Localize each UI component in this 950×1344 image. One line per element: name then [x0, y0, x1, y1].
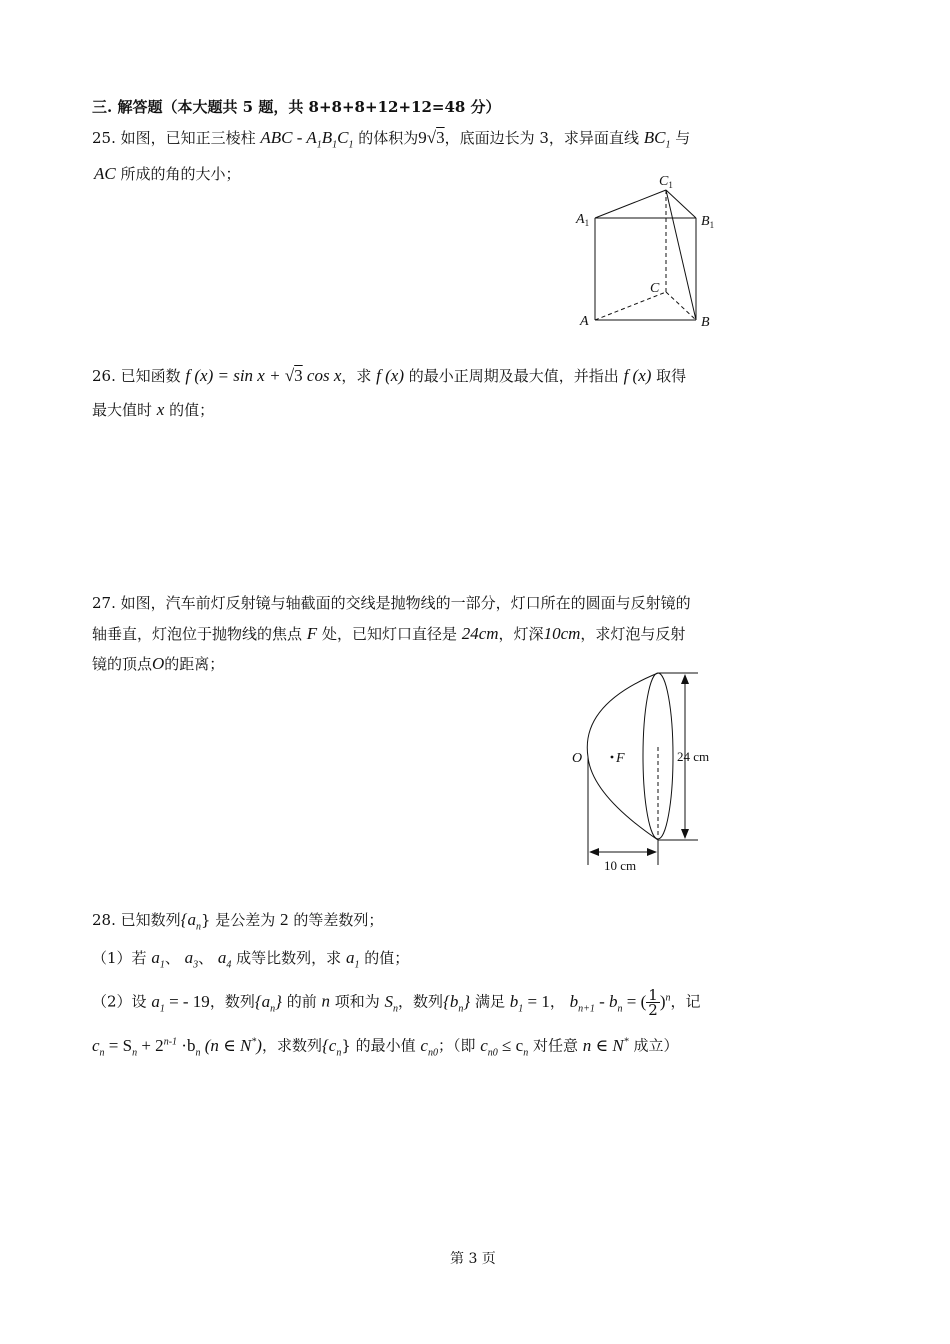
question-26-line1: 26. 已知函数 f (x) = sin x + √3 cos x，求 f (x) 的最小正周期及最大值，并指出 f (x) 取得	[92, 366, 687, 385]
label-c1: $C_1$	[659, 174, 673, 190]
question-25-line2: AC 所成的角的大小；	[94, 164, 241, 183]
label-b: B	[701, 315, 710, 330]
arrow-right	[647, 848, 657, 856]
question-27-line2: 轴垂直，灯泡位于抛物线的焦点 F 处，已知灯口直径是 24cm，灯深10cm，求灯泡与反射	[92, 624, 686, 643]
prism-name: ABC - $A_1B_1C_1$	[260, 128, 354, 151]
volume-value: 9√3	[418, 128, 445, 147]
question-25-line1: 25. 如图，已知正三棱柱 ABC - $A_1B_1C_1$ 的体积为9√3，底面边长为 3，求异面直线 $BC_1$ 与	[92, 128, 691, 151]
edge-cb-hidden	[666, 292, 696, 320]
arrow-left	[589, 848, 599, 856]
cn-definition: $c_n = S_n + 2^{n-1} \cdot b_n$ (n ∈ N*)	[92, 1035, 262, 1059]
function-definition: f (x) = sin x + √3 cos x	[185, 366, 342, 385]
question-number: 28.	[92, 911, 116, 929]
label-c: C	[650, 281, 660, 296]
question-28-part2-line2: $c_n = S_n + 2^{n-1} \cdot b_n$ (n ∈ N*)，求数列$\{c_n\}$ 的最小值 $c_{n0}$；（即 $c_{n0} \le c_n$ 对任意 n ∈ N* 成立）	[92, 1035, 679, 1059]
fraction-one-half: $\frac{1}{2}$	[648, 986, 658, 1020]
arrow-up	[681, 674, 689, 684]
question-27-line1: 27. 如图，汽车前灯反射镜与轴截面的交线是抛物线的一部分，灯口所在的圆面与反射镜的	[92, 594, 691, 612]
label-b1: $B_1$	[701, 214, 715, 230]
page-number: 第 3 页	[450, 1251, 496, 1267]
question-number: 26.	[92, 367, 116, 385]
label-f: F	[616, 751, 625, 766]
focus-point	[611, 756, 614, 759]
segment-bc1: $BC_1$	[643, 128, 671, 151]
question-27-line3: 镜的顶点O的距离；	[92, 654, 225, 673]
question-26-line2: 最大值时 x 的值；	[92, 400, 215, 419]
question-number: 25.	[92, 129, 116, 147]
label-10cm: 10 cm	[604, 858, 637, 873]
edge-ac-hidden	[595, 292, 666, 320]
section-header: 三. 解答题（本大题共 5 题，共 8+8+8+12+12=48 分）	[92, 98, 501, 116]
edge-c1b1	[666, 190, 696, 218]
question-28-part1: （1）若 $a_1$、 $a_3$、 $a_4$ 成等比数列，求 $a_1$ 的值；	[92, 948, 410, 971]
question-28-line1: 28. 已知数列$\{a_n\}$ 是公差为 2 的等差数列；	[92, 910, 384, 933]
headlight-figure	[560, 665, 730, 875]
question-28-part2-line1: （2）设 $a_1$ = - 19，数列$\{a_n\}$ 的前 n 项和为 $S_n$，数列$\{b_n\}$ 满足 $b_1 = 1$， $b_{n+1} - b_n$ = ( $\frac{1}{2}$ )$^n$，记	[92, 986, 701, 1020]
label-a: A	[580, 314, 589, 329]
segment-ac: AC	[94, 164, 116, 183]
edge-a1c1	[595, 190, 666, 218]
segment-bc1-line	[666, 190, 696, 320]
arrow-down	[681, 829, 689, 839]
label-a1: $A_1$	[576, 212, 590, 228]
prism-figure	[570, 170, 730, 335]
label-o: O	[572, 751, 583, 766]
label-24cm: 24 cm	[677, 749, 710, 764]
question-number: 27.	[92, 594, 116, 612]
